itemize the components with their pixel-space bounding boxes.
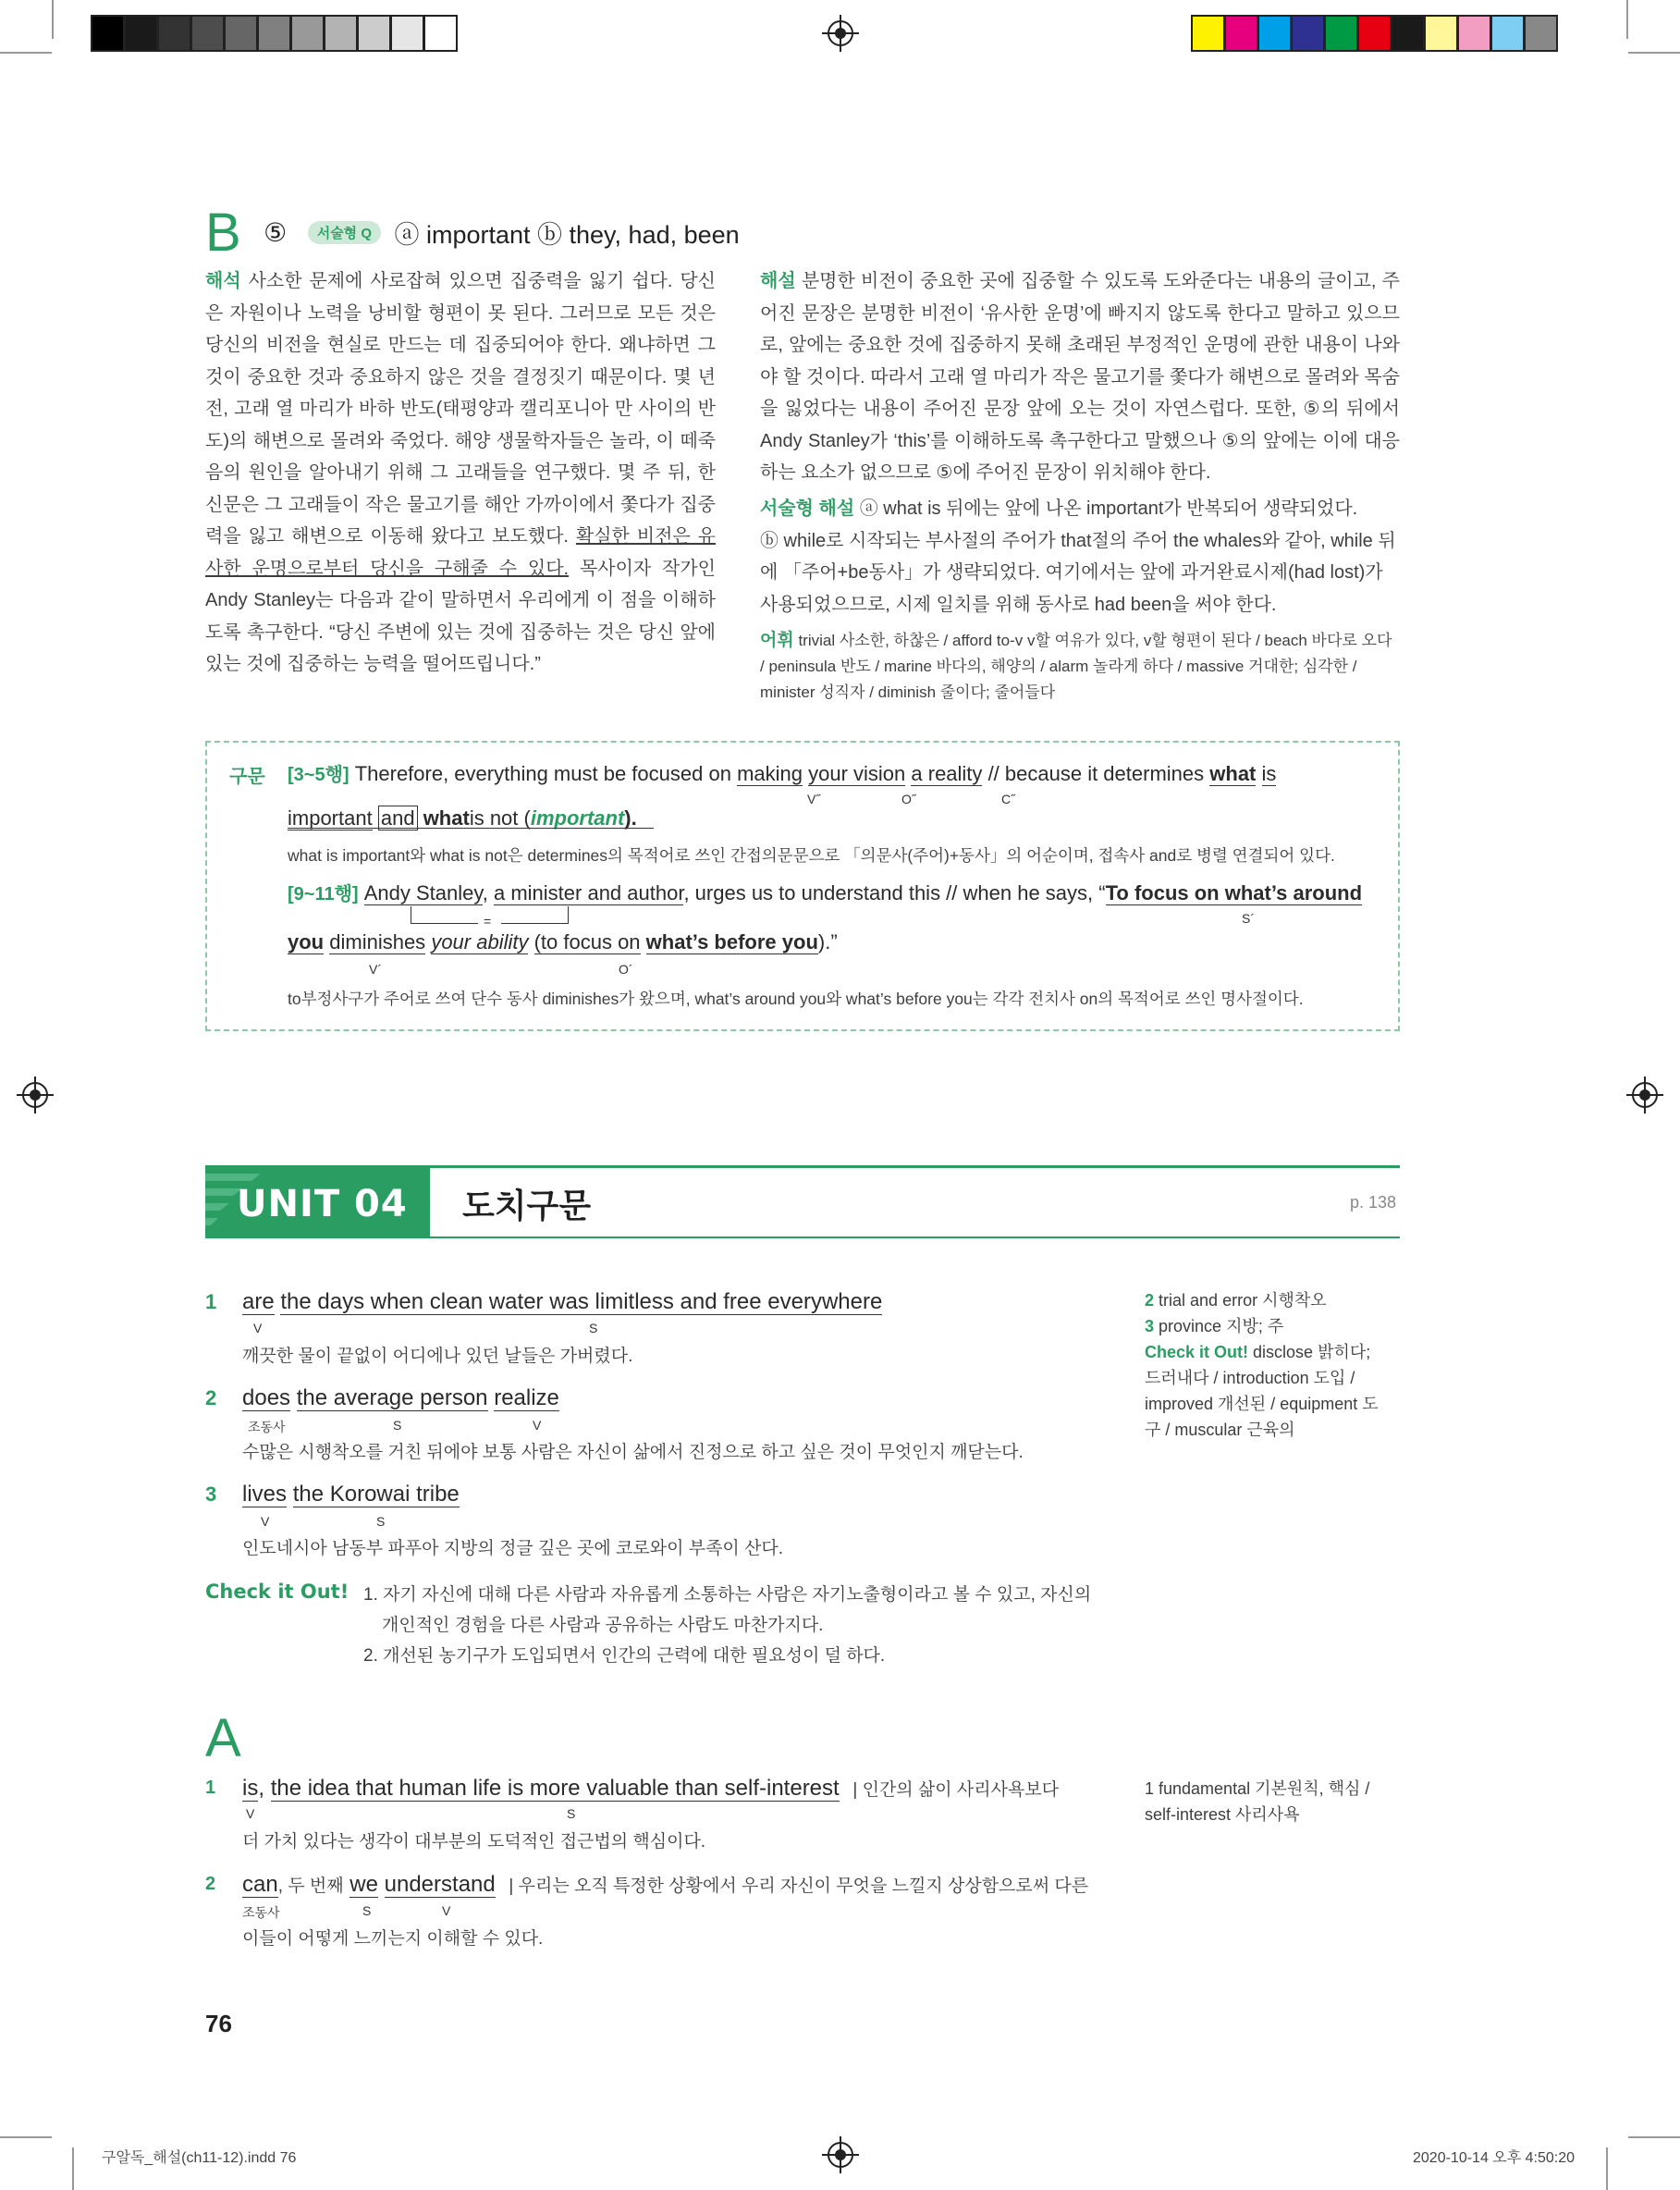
label-v2: V´ — [369, 962, 382, 977]
check-answer-1a: 1. 자기 자신에 대해 다른 사람과 자유롭게 소통하는 사람은 자기노출형이라고 볼 수 있고, 자신의 — [363, 1585, 1092, 1605]
syntax-is-not: is not ( — [469, 806, 531, 830]
syntax-your-vision: your vision — [808, 762, 906, 785]
syntax-end: ). — [624, 806, 637, 830]
unit-side-vocabulary — [1145, 1287, 1405, 1443]
a2-translation-2: 이들이 어떻게 느끼는지 이해할 수 있다. — [242, 1929, 544, 1949]
side-number: 3 — [1145, 1317, 1155, 1335]
item-2-subject: the average person — [296, 1385, 488, 1410]
a2-verb: understand — [384, 1872, 496, 1897]
crop-mark — [1606, 2147, 1608, 2190]
label-s: S — [567, 1806, 576, 1821]
a-side-vocabulary — [1145, 1776, 1405, 1827]
a2-subject: we — [349, 1872, 378, 1897]
label-s: S — [393, 1418, 402, 1433]
vocabulary-label: 어휘 — [760, 631, 794, 650]
a-item-2-sentence — [242, 1872, 1088, 1898]
a1-translation-2: 더 가치 있다는 생각이 대부분의 도덕적인 접근법의 핵심이다. — [242, 1832, 706, 1852]
crop-mark — [0, 2136, 52, 2138]
syntax-and-box: and — [378, 806, 418, 830]
label-v: V˝ — [807, 792, 820, 806]
vocabulary — [760, 628, 1400, 706]
a1-translation-1: | 인간의 삶이 사리사욕보다 — [852, 1780, 1060, 1800]
a-item-1-sentence — [242, 1776, 1059, 1802]
color-swatch — [357, 15, 391, 52]
explanation-label: 해설 — [760, 271, 796, 291]
color-swatch — [1424, 15, 1458, 52]
item-1-verb: are — [242, 1289, 275, 1314]
section-letter: A — [205, 1708, 241, 1768]
translation-paragraph — [205, 265, 716, 681]
syntax-you: you — [288, 930, 325, 954]
syntax-before-you: what’s before you — [645, 930, 818, 954]
crop-mark — [1628, 52, 1680, 54]
descriptive-q-badge: 서술형 Q — [308, 221, 381, 244]
color-swatch — [91, 15, 125, 52]
check-answer-1b: 개인적인 경험을 다른 사람과 공유하는 사람도 마찬가지다. — [382, 1616, 824, 1635]
apposition-bracket-left — [411, 906, 478, 924]
color-swatch — [1490, 15, 1525, 52]
side-check-label: Check it Out! — [1145, 1343, 1249, 1361]
label-s: S — [589, 1321, 598, 1335]
item-1-sentence — [242, 1289, 882, 1315]
label-v: V — [246, 1806, 255, 1821]
color-swatch — [1291, 15, 1325, 52]
descriptive-label: 서술형 해설 — [760, 498, 855, 519]
syntax-sentence-1-line-1 — [288, 759, 1276, 786]
side-vocab-4: 드러내다 / introduction 도입 / — [1145, 1369, 1355, 1387]
footer-filename: 구알독_해설(ch11-12).indd 76 — [102, 2150, 297, 2166]
color-swatch — [257, 15, 291, 52]
color-swatch — [1391, 15, 1425, 52]
item-number: 2 — [205, 1874, 216, 1894]
color-swatch — [124, 15, 158, 52]
a2-translation-1: | 우리는 오직 특정한 상황에서 우리 자신이 무엇을 느낄지 상상함으로써 다른 — [509, 1876, 1089, 1896]
label-s: S´ — [1242, 911, 1255, 926]
item-2-verb: realize — [494, 1385, 559, 1410]
crop-mark — [1628, 2136, 1680, 2138]
a2-aux: can — [242, 1872, 278, 1897]
translation-underlined: 확실한 비전은 유사한 운명으로부터 당신을 구해줄 수 있다. — [205, 526, 717, 579]
label-equals: = — [484, 914, 492, 929]
color-swatch — [1257, 15, 1292, 52]
label-c: C˝ — [1001, 792, 1015, 806]
syntax-important-ellipsis: important — [530, 806, 625, 830]
syntax-text: , urges us to understand this // when he says, “ — [683, 881, 1106, 904]
syntax-note-2: to부정사구가 주어로 쓰여 단수 동사 diminishes가 왔으며, what’s around you와 what’s before you는 각각 전치사 on의 목적어로 쓰인 명사절이다. — [288, 990, 1304, 1008]
apposition-bracket-right — [501, 906, 569, 924]
a1-subject: the idea that human life is more valuable than self-interest — [270, 1776, 840, 1801]
syntax-ref-2: [9~11행] — [288, 884, 359, 904]
label-v: V — [533, 1418, 542, 1433]
crop-mark — [0, 52, 52, 54]
explanation-paragraph — [760, 265, 1400, 489]
syntax-sentence-2-line-1 — [288, 879, 1362, 905]
answer-number: ⑤ — [264, 218, 288, 247]
syntax-text: Therefore, everything must be focused on — [354, 762, 731, 785]
a-side-vocab-1: 1 fundamental 기본원칙, 핵심 / — [1145, 1779, 1370, 1798]
color-swatch — [423, 15, 458, 52]
label-v: V — [261, 1514, 270, 1529]
label-aux: 조동사 — [242, 1905, 280, 1920]
vocabulary-text: trivial 사소한, 하찮은 / afford to-v v할 여유가 있다, v할 형편이 된다 / beach 바다로 오다 / peninsula 반도 / marine 바다의, 해양의 / alarm 놀라게 하다 / massive 거대한; 심각한 / minister 성직자 / diminish 줄이다; 줄어들다 — [760, 632, 1392, 701]
crop-mark — [1626, 0, 1628, 39]
answer-text: ⓐ important ⓑ they, had, been — [394, 221, 740, 249]
side-vocab-5: improved 개선된 / equipment 도 — [1145, 1395, 1379, 1413]
descriptive-line-1: ⓐ what is 뒤에는 앞에 나온 important가 반복되어 생략되었다. — [859, 498, 1358, 519]
a1-verb: is — [242, 1776, 259, 1801]
syntax-is: is — [1261, 762, 1277, 785]
registration-mark-icon — [1632, 1082, 1658, 1108]
syntax-making: making — [737, 762, 803, 785]
color-swatch — [324, 15, 358, 52]
item-3-sentence — [242, 1482, 460, 1507]
item-number: 1 — [205, 1778, 216, 1798]
section-letter: B — [205, 203, 241, 263]
item-number: 1 — [205, 1290, 217, 1313]
item-2-aux: does — [242, 1385, 291, 1410]
item-1-subject: the days when clean water was limitless and free everywhere — [280, 1289, 883, 1314]
color-swatch — [1357, 15, 1392, 52]
item-2-sentence — [242, 1385, 559, 1411]
item-1-translation: 깨끗한 물이 끝없이 어디에나 있던 날들은 가버렸다. — [242, 1347, 633, 1366]
syntax-andy: Andy Stanley — [363, 881, 483, 904]
registration-mark-icon — [828, 2142, 853, 2168]
unit-badge — [205, 1168, 430, 1238]
syntax-comma: , — [482, 881, 488, 904]
check-answer-2: 2. 개선된 농기구가 도입되면서 인간의 근력에 대한 필요성이 덜 하다. — [363, 1646, 886, 1666]
syntax-what-2: what — [423, 806, 470, 830]
color-swatch — [290, 15, 325, 52]
footer-timestamp: 2020-10-14 오후 4:50:20 — [1413, 2150, 1576, 2166]
syntax-important: important — [288, 806, 373, 830]
label-o: O˝ — [901, 792, 916, 806]
syntax-sentence-2-line-2 — [288, 930, 838, 954]
label-aux: 조동사 — [248, 1420, 286, 1434]
syntax-text: // because it determines — [987, 762, 1205, 785]
side-vocab-2: province 지방; 주 — [1159, 1317, 1284, 1335]
color-swatch — [1324, 15, 1358, 52]
color-swatch — [1457, 15, 1491, 52]
color-swatch — [157, 15, 191, 52]
color-swatch — [224, 15, 258, 52]
color-swatch — [1224, 15, 1258, 52]
syntax-a-reality: a reality — [911, 762, 983, 785]
syntax-what: what — [1209, 762, 1257, 785]
syntax-minister: a minister and author — [493, 881, 684, 904]
color-swatch — [190, 15, 225, 52]
syntax-ref-1: [3~5행] — [288, 765, 349, 785]
label-v: V — [253, 1321, 263, 1335]
crop-mark — [52, 0, 54, 39]
syntax-close: ).” — [817, 930, 838, 954]
syntax-to-focus-on: (to focus on — [533, 930, 641, 954]
syntax-note-1: what is important와 what is not은 determines의 목적어로 쓰인 간접의문문으로 「의문사(주어)+동사」의 어순이며, 접속사 and로 병렬 연결되어 있다. — [288, 846, 1335, 865]
translation-label: 해석 — [205, 271, 241, 291]
syntax-to-focus: To focus on what’s around — [1105, 881, 1363, 904]
registration-mark-icon — [22, 1082, 48, 1108]
descriptive-line-2: ⓑ while로 시작되는 부사절의 주어가 that절의 주어 the whales와 같아, while 뒤에 「주어+be동사」가 생략되었다. 여기에서는 앞에 과거완료시제(had lost)가 사용되었으므로, 시제 일치를 위해 동사로 had been을 써야 한다. — [760, 530, 1396, 615]
page-number: 76 — [205, 2010, 232, 2037]
translation-end: 목사이자 작가인 Andy Stanley는 다음과 같이 말하면서 우리에게 이 점을 이해하도록 촉구한다. “당신 주변에 있는 것에 집중하는 것은 당신 앞에 있는 것에 집중하는 능력을 떨어뜨립니다.” — [205, 558, 716, 674]
item-3-verb: lives — [242, 1482, 288, 1507]
syntax-your-ability: your ability — [431, 930, 529, 954]
underline-important-clause — [288, 828, 654, 829]
section-b-header — [205, 202, 740, 264]
color-swatch — [1191, 15, 1225, 52]
color-swatch — [1524, 15, 1558, 52]
label-v: V — [442, 1903, 451, 1918]
side-number: 2 — [1145, 1291, 1155, 1310]
item-number: 2 — [205, 1386, 217, 1409]
translation-text: 사소한 문제에 사로잡혀 있으면 집중력을 잃기 쉽다. 당신은 자원이나 노력을 낭비할 형편이 못 된다. 그러므로 모든 것은 당신의 비전을 현실로 만드는 데 집중되어야 한다. 왜냐하면 그것이 중요한 것과 중요하지 않은 것을 결정짓기 때문이다. 몇 년 전, 고래 열 마리가 바하 반도(태평양과 캘리포니아 만 사이의 반도)의 해변으로 몰려와 죽었다. 해양 생물학자들은 놀라, 이 떼죽음의 원인을 알아내기 위해 그 고래들을 연구했다. 몇 주 뒤, 한 신문은 그 고래들이 작은 물고기를 해안 가까이에서 쫓다가 집중력을 잃고 해변으로 이동해 왔다고 보도했다. — [205, 271, 716, 547]
a2-mid: , 두 번째 — [277, 1876, 344, 1896]
descriptive-explanation — [760, 493, 1400, 621]
unit-label: UNIT 04 — [237, 1183, 408, 1225]
unit-title: 도치구문 — [462, 1187, 592, 1224]
side-vocab-6: 구 / muscular 근육의 — [1145, 1421, 1295, 1439]
explanation-text: 분명한 비전이 중요한 곳에 집중할 수 있도록 도와준다는 내용의 글이고, 주어진 문장은 분명한 비전이 ‘유사한 운명’에 빠지지 않도록 한다고 말하고 있으므로, 앞에는 중요한 것에 집중하지 못해 초래된 부정적인 운명에 관한 내용이 나와야 할 것이다. 따라서 고래 열 마리가 작은 물고기를 쫓다가 해변으로 몰려와 목숨을 잃었다는 내용이 주어진 문장 앞에 오는 것이 자연스럽다. 또한, ⑤의 뒤에서 Andy Stanley가 ‘this’를 이해하도록 촉구한다고 말했으나 ⑤의 앞에는 이에 대응하는 요소가 없으므로 ⑤에 주어진 문장이 위치해야 한다. — [760, 271, 1400, 483]
side-vocab-3: disclose 밝히다; — [1253, 1343, 1371, 1361]
crop-mark — [72, 2147, 74, 2190]
registration-mark-icon — [828, 20, 853, 46]
label-s: S — [376, 1514, 386, 1529]
a1-comma: , — [258, 1776, 265, 1801]
color-swatch — [390, 15, 424, 52]
side-vocab-1: trial and error 시행착오 — [1159, 1291, 1327, 1310]
unit-page-ref: p. 138 — [1350, 1193, 1397, 1212]
item-2-translation: 수많은 시행착오를 거친 뒤에야 보통 사람은 자신이 삶에서 진정으로 하고 싶은 것이 무엇인지 깨닫는다. — [242, 1443, 1024, 1462]
item-number: 3 — [205, 1483, 217, 1506]
item-3-translation: 인도네시아 남동부 파푸아 지방의 정글 깊은 곳에 코로와이 부족이 산다. — [242, 1539, 784, 1558]
item-3-subject: the Korowai tribe — [292, 1482, 460, 1507]
syntax-diminishes: diminishes — [329, 930, 426, 954]
a-side-vocab-2: self-interest 사리사욕 — [1145, 1805, 1300, 1824]
label-s: S — [362, 1903, 372, 1918]
syntax-label: 구문 — [229, 767, 265, 787]
check-it-out-label: Check it Out! — [205, 1581, 349, 1603]
label-o2: O´ — [619, 962, 633, 977]
